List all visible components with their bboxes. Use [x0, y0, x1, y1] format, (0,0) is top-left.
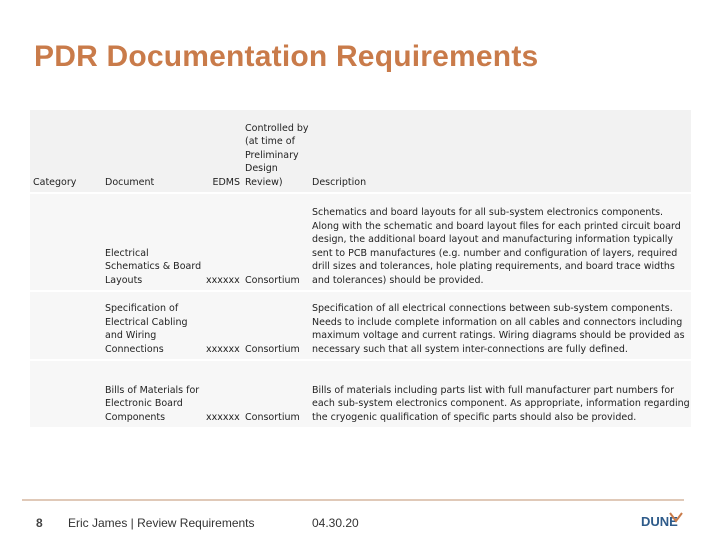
slide-title: PDR Documentation Requirements	[34, 40, 539, 73]
dune-logo	[640, 510, 688, 532]
footer-author: Eric James | Review Requirements	[68, 516, 255, 530]
footer-divider	[22, 499, 684, 501]
cell-controlled-by: Consortium	[242, 193, 309, 291]
cell-document: Specification of Electrical Cabling and Wiring Connections	[102, 291, 202, 360]
cell-edms: xxxxxx	[202, 193, 242, 291]
table-row	[30, 360, 691, 427]
cell-edms: xxxxxx	[202, 360, 242, 427]
cell-category	[30, 193, 102, 291]
table-header-row	[30, 109, 691, 193]
cell-controlled-by: Consortium	[242, 291, 309, 360]
header-edms: EDMS	[202, 109, 242, 193]
cell-edms: xxxxxx	[202, 291, 242, 360]
header-description: Description	[309, 109, 691, 193]
table-row	[30, 291, 691, 360]
cell-description: Schematics and board layouts for all sub-system electronics components. Along with the schematic and board layout files for each printed circuit board design, the additional board layout and manufacturing information typically sent to PCB manufactures (e.g. number and configuration of layers, required drill sizes and tolerances, hole plating requirements, and board trace widths and tolerances) should be provided.	[309, 193, 691, 291]
cell-description: Specification of all electrical connections between sub-system components. Needs to include complete information on all cables and connectors including maximum voltage and current ratings. Wiring diagrams should be provided as necessary such that all system inter-connections are fully defined.	[309, 291, 691, 360]
table-row	[30, 193, 691, 291]
cell-controlled-by: Consortium	[242, 360, 309, 427]
cell-category	[30, 360, 102, 427]
cell-document: Bills of Materials for Electronic Board Components	[102, 360, 202, 427]
cell-category	[30, 291, 102, 360]
cell-document: Electrical Schematics & Board Layouts	[102, 193, 202, 291]
footer-date: 04.30.20	[312, 516, 359, 530]
header-category: Category	[30, 109, 102, 193]
page-number: 8	[36, 516, 43, 530]
cell-description: Bills of materials including parts list with full manufacturer part numbers for each sub-system electronics component. As appropriate, information regarding the cryogenic qualification of specific parts should also be provided.	[309, 360, 691, 427]
logo-text: DUNE	[641, 514, 678, 529]
header-document: Document	[102, 109, 202, 193]
requirements-table	[30, 108, 691, 427]
header-controlled-by: Controlled by (at time of Preliminary Design Review)	[242, 109, 309, 193]
